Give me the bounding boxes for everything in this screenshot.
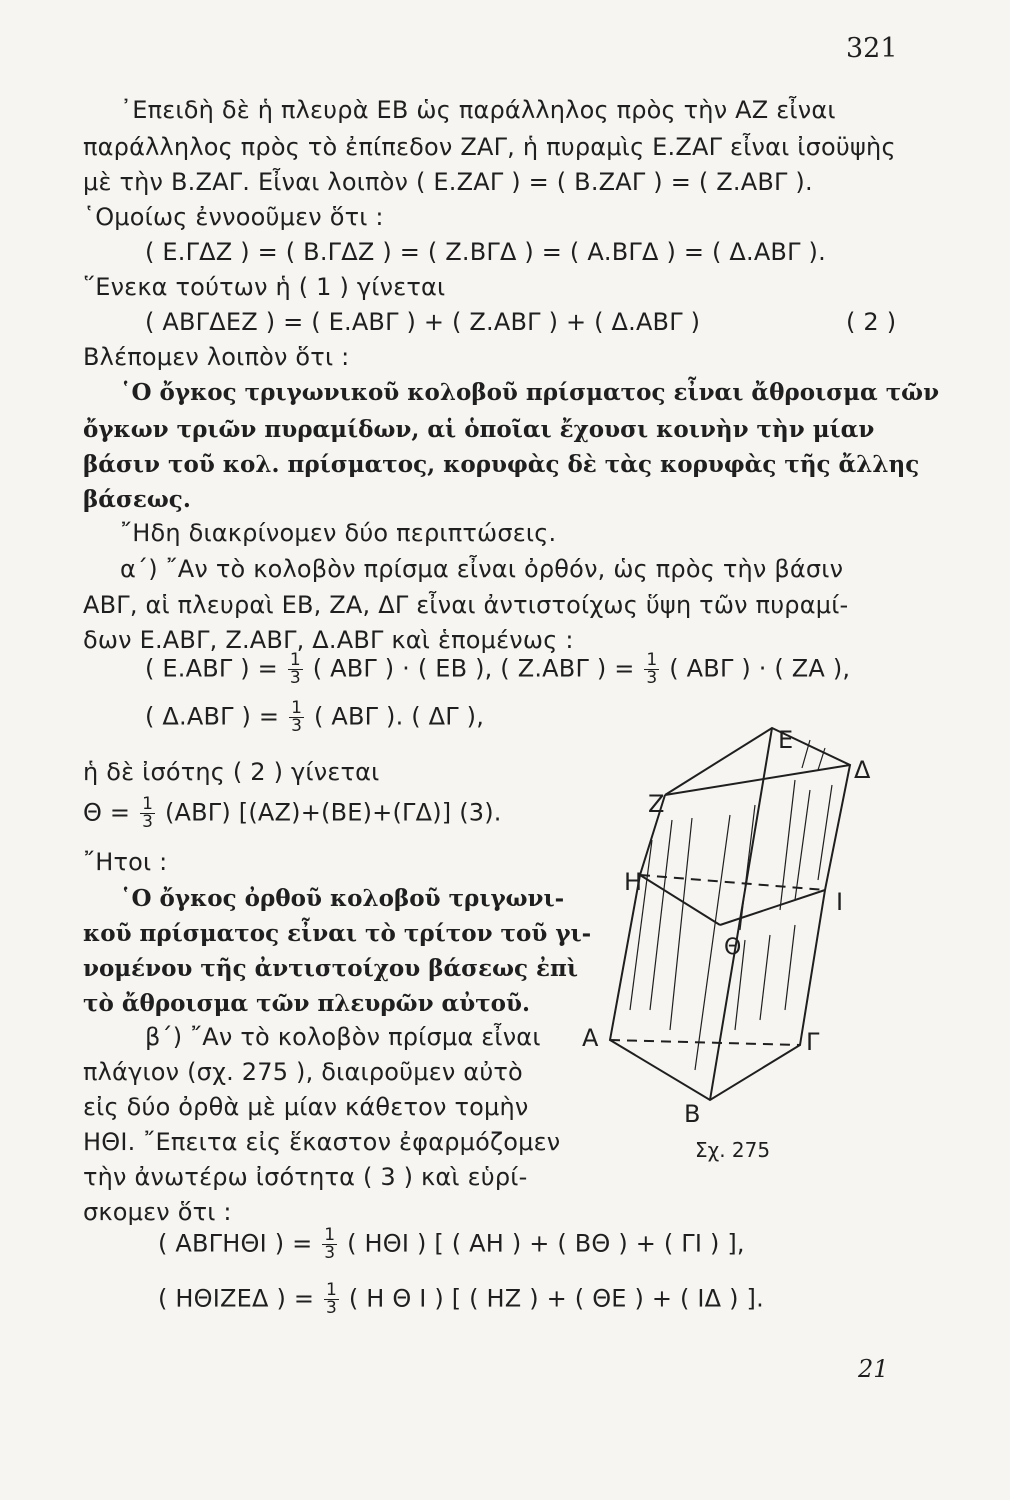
formula-row bbox=[158, 1227, 745, 1262]
text-line: ῎Ητοι : bbox=[83, 848, 168, 876]
formula-part: ( Ε.ΑΒΓ ) = bbox=[145, 654, 278, 683]
vertex-label-I: I bbox=[836, 888, 844, 916]
fraction-numerator: 1 bbox=[326, 1280, 338, 1300]
fraction-denominator: 3 bbox=[326, 1298, 338, 1318]
text-line: εἰς δύο ὀρθὰ μὲ μίαν κάθετον τομὴν bbox=[83, 1093, 529, 1121]
vertex-label-G: Γ bbox=[806, 1028, 820, 1056]
vertex-label-TH: Θ bbox=[724, 935, 742, 960]
text-line: ΑΒΓ, αἱ πλευραὶ ΕΒ, ΖΑ, ΔΓ εἶναι ἀντιστοίχως ὕψη τῶν πυραμί- bbox=[83, 591, 849, 619]
formula-row bbox=[145, 652, 850, 687]
vertex-label-B: B bbox=[684, 1100, 701, 1128]
equation-number: ( 2 ) bbox=[846, 308, 897, 336]
text-line: ῎Ηδη διακρίνομεν δύο περιπτώσεις. bbox=[120, 519, 557, 547]
fraction-one-third bbox=[644, 652, 659, 687]
formula-row bbox=[145, 700, 484, 735]
text-line: ῾Ομοίως ἐννοοῦμεν ὅτι : bbox=[83, 203, 384, 231]
text-line: παράλληλος πρὸς τὸ ἐπίπεδον ΖΑΓ, ἡ πυραμὶς Ε.ΖΑΓ εἶναι ἰσοϋψὴς bbox=[83, 133, 896, 161]
folio-number: 21 bbox=[858, 1355, 889, 1383]
formula-part: ( ΗΘΙΖΕΔ ) = bbox=[158, 1284, 315, 1313]
fraction-denominator: 3 bbox=[646, 668, 658, 688]
theorem-line: νομένου τῆς ἀντιστοίχου βάσεως ἐπὶ bbox=[83, 955, 578, 982]
fraction-one-third bbox=[140, 796, 155, 831]
formula-part: ( Δ.ΑΒΓ ) = bbox=[145, 702, 280, 731]
fraction-one-third bbox=[324, 1282, 339, 1317]
fraction-denominator: 3 bbox=[142, 812, 154, 832]
theorem-line: τὸ ἄθροισμα τῶν πλευρῶν αὐτοῦ. bbox=[83, 990, 530, 1017]
vertex-label-D: Δ bbox=[854, 756, 871, 784]
theorem-line: κοῦ πρίσματος εἶναι τὸ τρίτον τοῦ γι- bbox=[83, 920, 592, 947]
formula-part: (ΑΒΓ) [(ΑΖ)+(ΒΕ)+(ΓΔ)] (3). bbox=[164, 798, 502, 827]
fraction-denominator: 3 bbox=[289, 668, 301, 688]
equation-line: ( ΑΒΓΔΕΖ ) = ( Ε.ΑΒΓ ) + ( Ζ.ΑΒΓ ) + ( Δ.ΑΒΓ ) bbox=[145, 308, 701, 336]
text-line: σκομεν ὅτι : bbox=[83, 1198, 232, 1226]
page-number: 321 bbox=[846, 33, 898, 64]
text-line: ῞Ενεκα τούτων ἡ ( 1 ) γίνεται bbox=[83, 273, 446, 301]
text-line: δων Ε.ΑΒΓ, Ζ.ΑΒΓ, Δ.ΑΒΓ καὶ ἑπομένως : bbox=[83, 626, 574, 654]
fraction-numerator: 1 bbox=[142, 794, 154, 814]
text-line: ἡ δὲ ἰσότης ( 2 ) γίνεται bbox=[83, 758, 380, 786]
edge-ZD bbox=[665, 765, 850, 795]
text-line: α΄) ῎Αν τὸ κολοβὸν πρίσμα εἶναι ὀρθόν, ὡς πρὸς τὴν βάσιν bbox=[120, 555, 844, 583]
vertex-label-E: E bbox=[778, 726, 794, 754]
formula-part: ( ΑΒΓ ) · ( ΕΒ ), ( Ζ.ΑΒΓ ) = bbox=[312, 654, 635, 683]
text-line: πλάγιον (σχ. 275 ), διαιροῦμεν αὐτὸ bbox=[83, 1058, 523, 1086]
fraction-one-third bbox=[289, 700, 304, 735]
theorem-line: ῾Ο ὄγκος ὀρθοῦ κολοβοῦ τριγωνι- bbox=[120, 885, 565, 912]
formula-row bbox=[83, 796, 502, 831]
theorem-line: ῾Ο ὄγκος τριγωνικοῦ κολοβοῦ πρίσματος εἶναι ἄθροισμα τῶν bbox=[120, 379, 940, 406]
edge-EB bbox=[710, 728, 772, 1100]
formula-part: Θ = bbox=[83, 798, 131, 827]
vertex-label-Z: Z bbox=[648, 790, 665, 818]
fraction-one-third bbox=[288, 652, 303, 687]
text-line: μὲ τὴν Β.ΖΑΓ. Εἶναι λοιπὸν ( Ε.ΖΑΓ ) = ( Β.ΖΑΓ ) = ( Ζ.ΑΒΓ ). bbox=[83, 168, 813, 196]
fraction-numerator: 1 bbox=[289, 650, 301, 670]
text-line: β΄) ῎Αν τὸ κολοβὸν πρίσμα εἶναι bbox=[145, 1023, 541, 1051]
prism-figure bbox=[570, 710, 910, 1180]
edge-HTH bbox=[640, 875, 720, 925]
text-line: τὴν ἀνωτέρω ἰσότητα ( 3 ) καὶ εὑρί- bbox=[83, 1163, 528, 1191]
text-line: ΗΘΙ. ῎Επειτα εἰς ἕκαστον ἐφαρμόζομεν bbox=[83, 1128, 561, 1156]
fraction-denominator: 3 bbox=[291, 716, 303, 736]
formula-part: ( ΑΒΓ ) · ( ΖΑ ), bbox=[669, 654, 851, 683]
fraction-numerator: 1 bbox=[646, 650, 658, 670]
vertex-label-H: H bbox=[624, 868, 643, 896]
formula-part: ( ΑΒΓ ). ( ΔΓ ), bbox=[313, 702, 485, 731]
fraction-numerator: 1 bbox=[324, 1225, 336, 1245]
text-line: Βλέπομεν λοιπὸν ὅτι : bbox=[83, 343, 350, 371]
equation-line: ( Ε.ΓΔΖ ) = ( Β.ΓΔΖ ) = ( Ζ.ΒΓΔ ) = ( Α.ΒΓΔ ) = ( Δ.ΑΒΓ ). bbox=[145, 238, 826, 266]
figure-caption: Σχ. 275 bbox=[695, 1138, 771, 1162]
fraction-numerator: 1 bbox=[291, 698, 303, 718]
edge-AG-hidden bbox=[610, 1040, 800, 1045]
edge-THI bbox=[720, 890, 825, 925]
formula-row bbox=[158, 1282, 764, 1317]
formula-part: ( ΑΒΓΗΘΙ ) = bbox=[158, 1229, 313, 1258]
text-line: ᾿Επειδὴ δὲ ἡ πλευρὰ ΕΒ ὡς παράλληλος πρὸς τὴν ΑΖ εἶναι bbox=[120, 96, 836, 124]
fraction-one-third bbox=[322, 1227, 337, 1262]
formula-part: ( ΗΘΙ ) [ ( ΑΗ ) + ( ΒΘ ) + ( ΓΙ ) ], bbox=[347, 1229, 745, 1258]
fraction-denominator: 3 bbox=[324, 1243, 336, 1263]
vertex-label-A: A bbox=[582, 1024, 599, 1052]
theorem-line: βάσεως. bbox=[83, 486, 191, 513]
theorem-line: βάσιν τοῦ κολ. πρίσματος, κορυφὰς δὲ τὰς κορυφὰς τῆς ἄλλης bbox=[83, 451, 920, 478]
theorem-line: ὄγκων τριῶν πυραμίδων, αἱ ὁποῖαι ἔχουσι κοινὴν τὴν μίαν bbox=[83, 416, 875, 443]
formula-part: ( Η Θ Ι ) [ ( ΗΖ ) + ( ΘΕ ) + ( ΙΔ ) ]. bbox=[348, 1284, 764, 1313]
